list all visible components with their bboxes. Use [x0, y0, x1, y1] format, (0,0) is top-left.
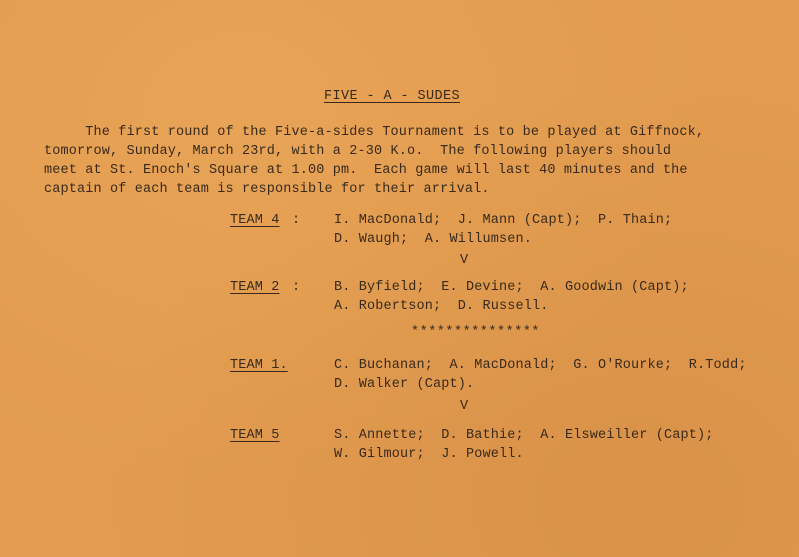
intro-line: tomorrow, Sunday, March 23rd, with a 2-30 K.o. The following players should: [44, 144, 672, 159]
team-players-line: W. Gilmour; J. Powell.: [334, 447, 524, 462]
intro-line: meet at St. Enoch's Square at 1.00 pm. Each game will last 40 minutes and the: [44, 163, 688, 178]
team-players-line: C. Buchanan; A. MacDonald; G. O'Rourke; R.Todd;: [334, 358, 747, 373]
team-players-line: S. Annette; D. Bathie; A. Elsweiller (Capt);: [334, 428, 714, 443]
team-label: TEAM 1.: [230, 358, 288, 373]
team-label: TEAM 4: [230, 213, 280, 228]
team-players-line: B. Byfield; E. Devine; A. Goodwin (Capt);: [334, 280, 689, 295]
versus-marker: V: [460, 253, 469, 268]
intro-paragraph: [44, 123, 764, 199]
team-players-line: D. Waugh; A. Willumsen.: [334, 232, 533, 247]
team-colon: :: [292, 280, 301, 295]
versus-marker: V: [460, 399, 469, 414]
team-players-line: I. MacDonald; J. Mann (Capt); P. Thain;: [334, 213, 673, 228]
document-title: FIVE - A - SUDES: [324, 89, 461, 104]
team-players-line: A. Robertson; D. Russell.: [334, 299, 549, 314]
team-label: TEAM 2: [230, 280, 280, 295]
intro-line: captain of each team is responsible for their arrival.: [44, 182, 490, 197]
intro-line: The first round of the Five-a-sides Tournament is to be played at Giffnock,: [44, 125, 705, 140]
team-label: TEAM 5: [230, 428, 280, 443]
team-players-line: D. Walker (Capt).: [334, 377, 475, 392]
separator: ***************: [411, 325, 541, 340]
team-colon: :: [292, 213, 301, 228]
